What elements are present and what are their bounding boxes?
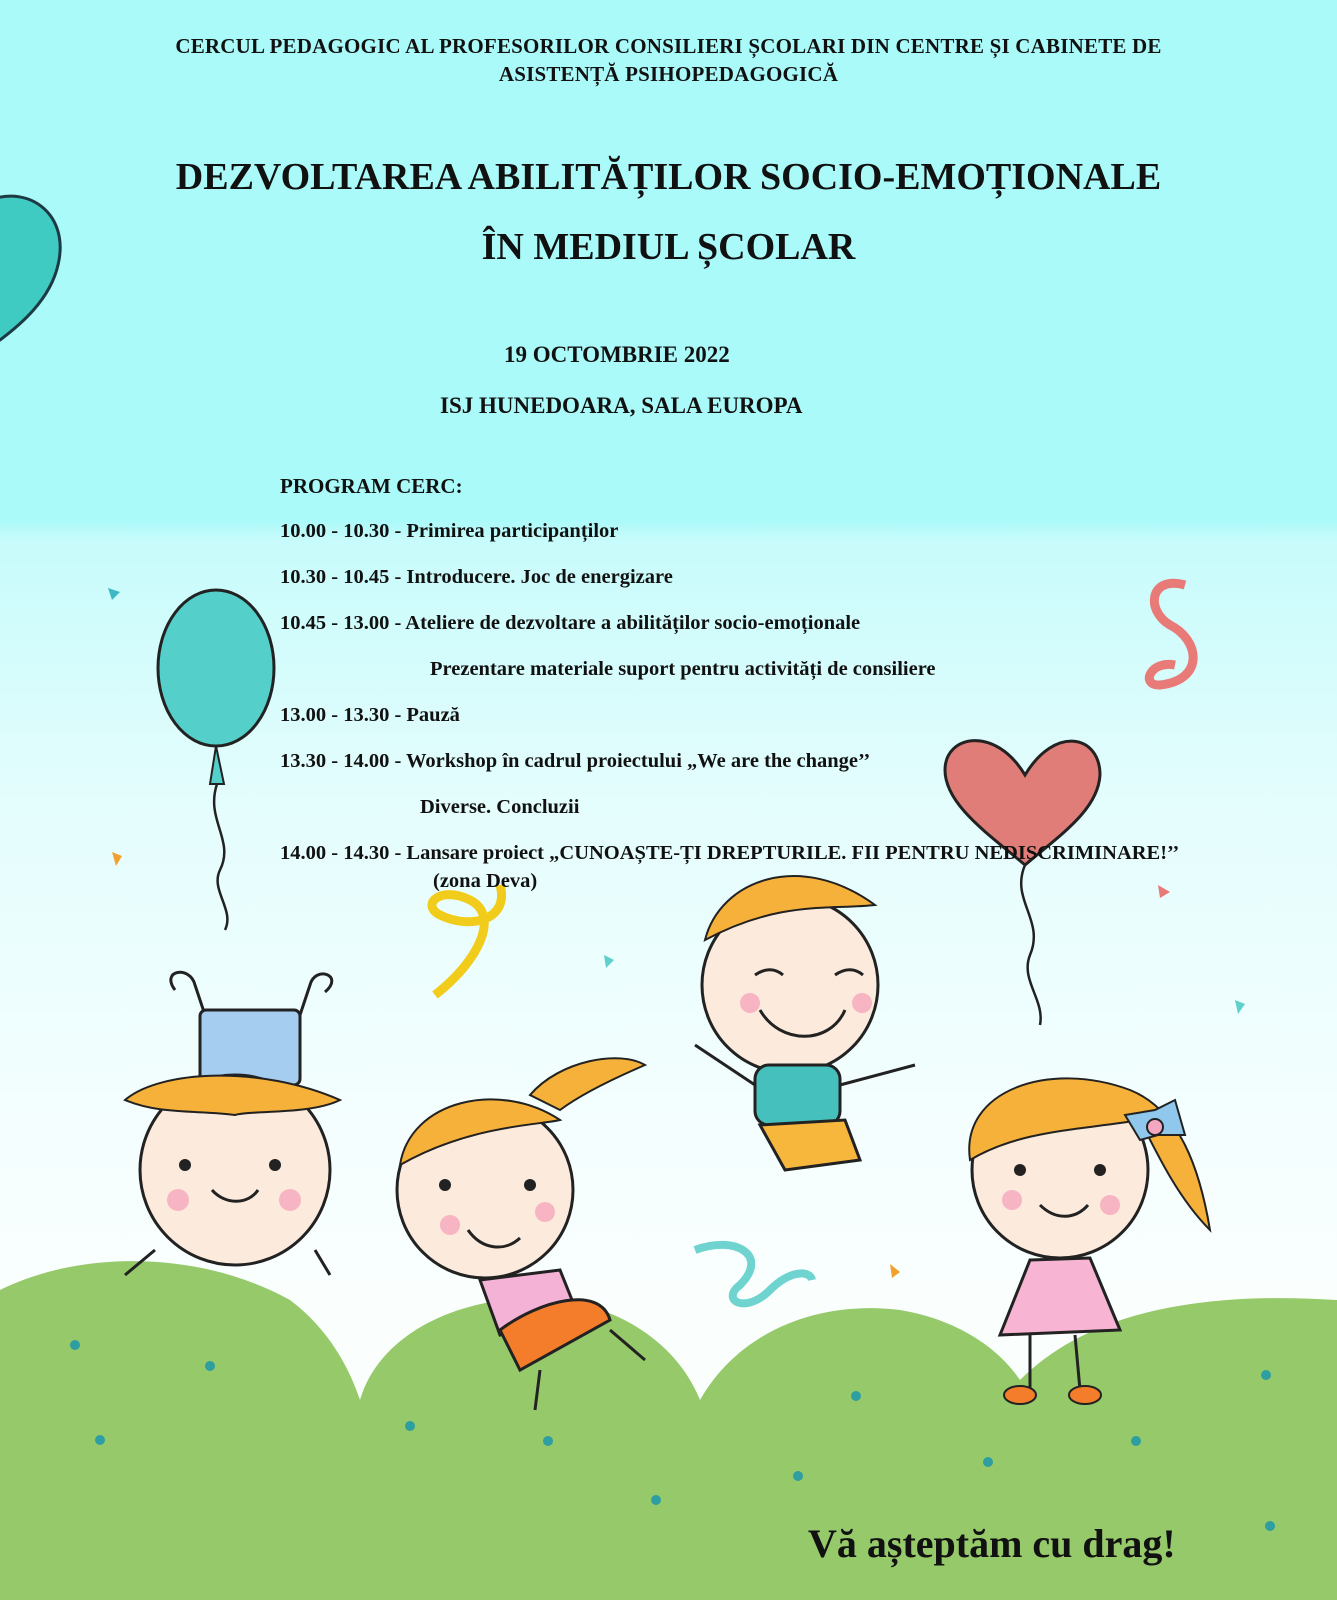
- program-time: 13.30 - 14.00 -: [280, 750, 402, 772]
- program-item: [280, 520, 618, 543]
- program-time: 10.00 - 10.30 -: [280, 520, 402, 542]
- program-activity: Pauză: [406, 704, 460, 726]
- program-item: [280, 612, 860, 635]
- child-icon: [125, 972, 340, 1275]
- program-item: [280, 566, 673, 589]
- program-activity: Lansare proiect „CUNOAȘTE-ȚI DREPTURILE. FII PENTRU NEDISCRIMINARE!’’: [406, 842, 1180, 864]
- program-activity: Workshop în cadrul proiectului „We are the change’’: [406, 750, 871, 772]
- organization-line-1: CERCUL PEDAGOGIC AL PROFESORILOR CONSILIERI ȘCOLARI DIN CENTRE ȘI CABINETE DE: [175, 34, 1162, 58]
- program-activity: Ateliere de dezvoltare a abilităților socio-emoționale: [405, 612, 861, 634]
- closing-message: Vă așteptăm cu drag!: [808, 1521, 1176, 1566]
- program-item: [280, 842, 1179, 865]
- organization-name: [0, 32, 1337, 88]
- heart-balloon-icon: [945, 741, 1100, 1025]
- program-activity: Prezentare materiale suport pentru activități de consiliere: [430, 658, 936, 680]
- event-location: ISJ HUNEDOARA, SALA EUROPA: [440, 393, 803, 418]
- program-item-continuation: [430, 658, 936, 681]
- balloon-icon: [158, 590, 274, 930]
- program-item-continuation: [433, 870, 537, 893]
- program-activity: Introducere. Joc de energizare: [406, 566, 673, 588]
- program-time: 13.00 - 13.30 -: [280, 704, 402, 726]
- program-item: [280, 750, 870, 773]
- program-time: 10.30 - 10.45 -: [280, 566, 402, 588]
- program-activity: Primirea participanților: [406, 520, 619, 542]
- program-activity: (zona Deva): [433, 870, 538, 892]
- program-time: 10.45 - 13.00 -: [280, 612, 402, 634]
- child-icon: [695, 876, 915, 1170]
- event-date: 19 OCTOMBRIE 2022: [504, 342, 730, 367]
- program-item-continuation: [420, 796, 579, 819]
- program-time: 14.00 - 14.30 -: [280, 842, 402, 864]
- event-title-line-2: ÎN MEDIUL ȘCOLAR: [481, 226, 856, 268]
- program-heading: PROGRAM CERC:: [280, 474, 463, 498]
- event-title-line-1: DEZVOLTAREA ABILITĂȚILOR SOCIO-EMOȚIONALE: [175, 156, 1162, 198]
- organization-line-2: ASISTENȚĂ PSIHOPEDAGOGICĂ: [498, 62, 839, 86]
- program-activity: Diverse. Concluzii: [420, 796, 580, 818]
- program-item: [280, 704, 460, 727]
